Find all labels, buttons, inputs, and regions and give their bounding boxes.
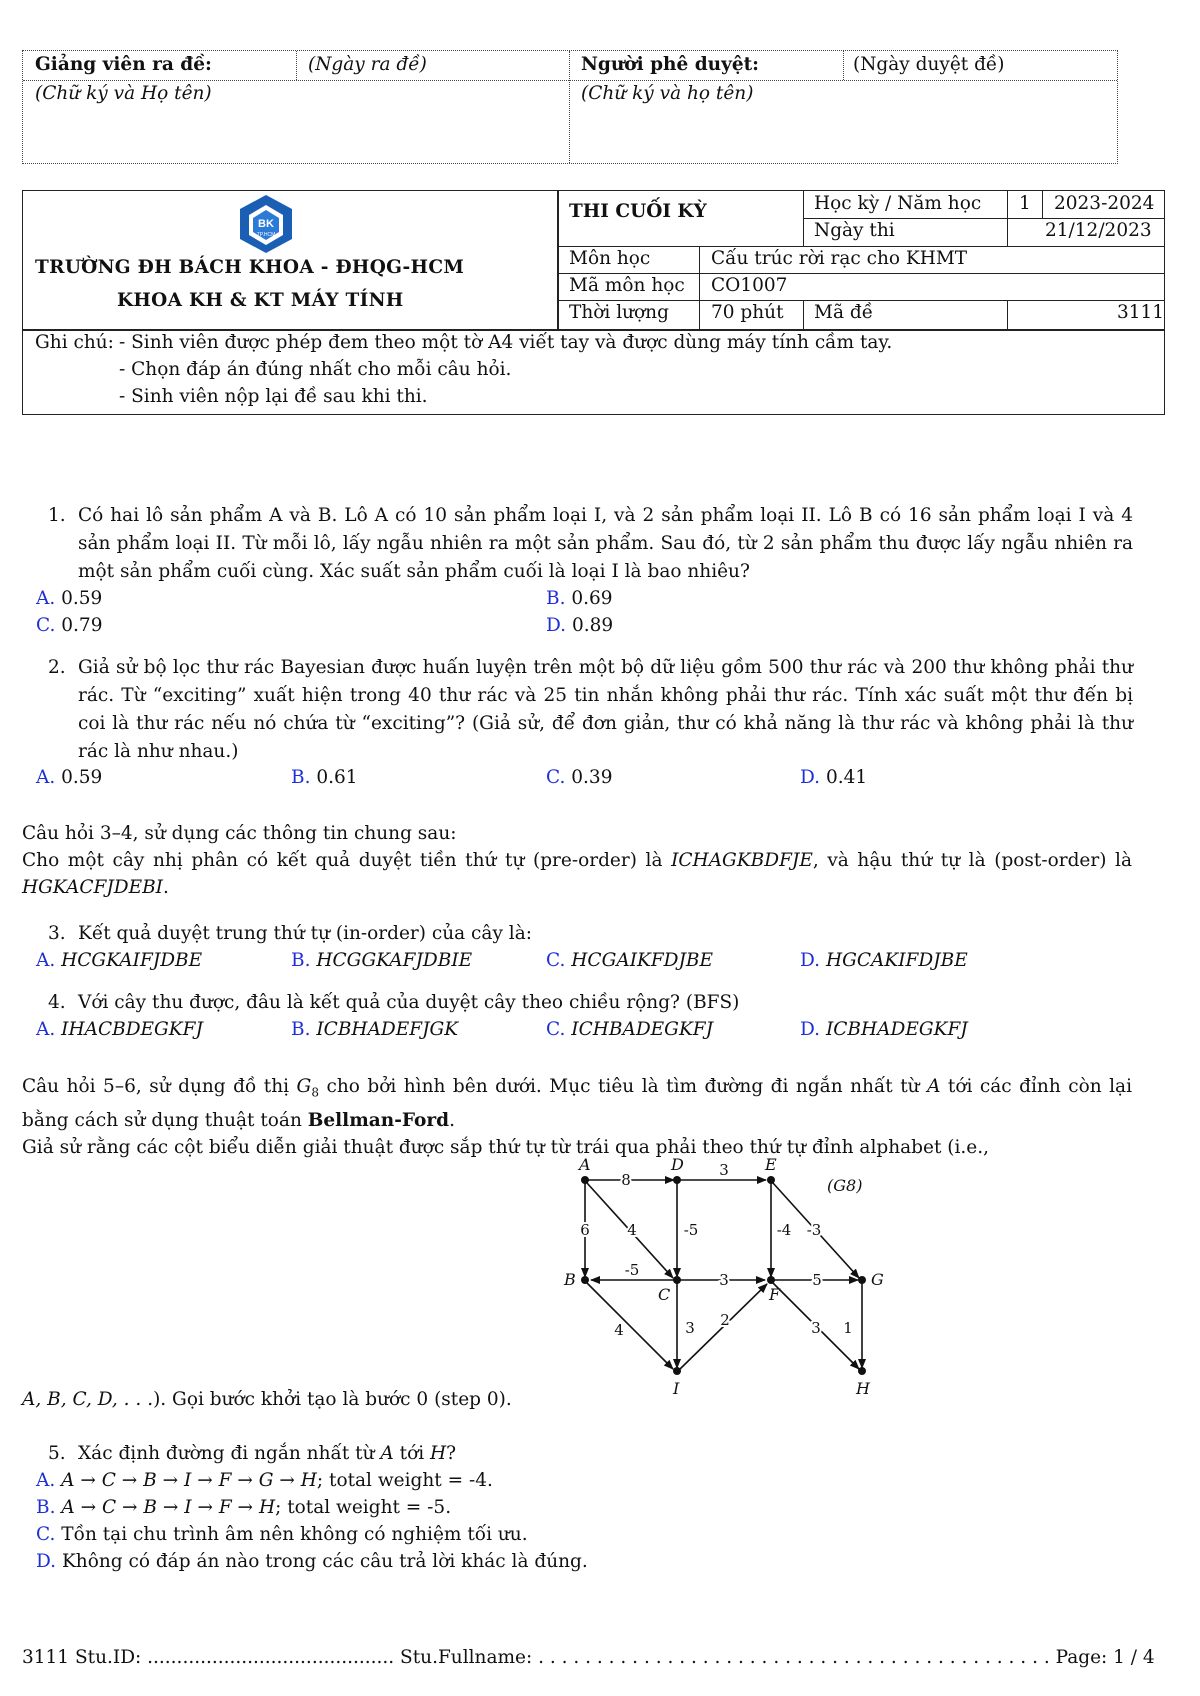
q2-option-b[interactable]: B. 0.61 [291, 767, 358, 788]
node-d [673, 1176, 681, 1184]
q5-option-d[interactable]: D. Không có đáp án nào trong các câu trả lời khác là đúng. [36, 1551, 588, 1572]
logo-text: BK [258, 218, 274, 230]
label-b: B [564, 1270, 576, 1289]
q5-option-b[interactable]: B. A → C → B → I → F → H; total weight = -5. [36, 1497, 452, 1518]
question-2 [48, 654, 1133, 766]
q3-option-c[interactable]: C. HCGAIKFDJBE [546, 950, 714, 971]
footer-exam-code: 3111 [22, 1647, 70, 1668]
university-logo-icon [235, 193, 297, 255]
node-a [581, 1176, 589, 1184]
question-3 [48, 920, 1133, 948]
duration-label: Thời lượng [569, 302, 669, 323]
node-e [767, 1176, 775, 1184]
q1-option-a[interactable]: A. 0.59 [36, 588, 103, 609]
question-text: Kết quả duyệt trung thứ tự (in-order) của cây là: [78, 923, 532, 944]
svg-text:3: 3 [811, 1319, 821, 1337]
question-text: Có hai lô sản phẩm A và B. Lô A có 10 sản phẩm loại I, và 2 sản phẩm loại II. Lô B có 16 sản phẩm loại I và 4 sản phẩm loại II. Từ mỗi lô, lấy ngẫu nhiên ra một sản phẩm. Sau đó, từ 2 sản phẩm thu được lấy ngẫu nhiên ra một sản phẩm cuối cùng. Xác suất sản phẩm cuối là loại I là bao nhiêu? [78, 505, 1133, 582]
q5-option-c[interactable]: C. Tồn tại chu trình âm nên không có nghiệm tối ưu. [36, 1524, 528, 1545]
question-number: 2. [48, 657, 66, 678]
svg-text:2: 2 [720, 1311, 730, 1329]
year-value: 2023-2024 [1054, 193, 1155, 214]
q2-option-d[interactable]: D. 0.41 [800, 767, 868, 788]
fullname-field[interactable]: . . . . . . . . . . . . . . . . . . . . . . . . . . . . . . . . . . . . . . . . . . . . [538, 1647, 1050, 1668]
q4-option-a[interactable]: A. IHACBDEGKFJ [36, 1019, 203, 1040]
svg-text:3: 3 [719, 1271, 729, 1289]
postorder-sequence: HGKACFJDEBI [22, 877, 163, 898]
lecturer-sign: (Chữ ký và Họ tên) [35, 83, 212, 104]
exam-title: THI CUỐI KỲ [569, 201, 707, 222]
label-h: H [856, 1379, 870, 1398]
svg-text:8: 8 [621, 1171, 631, 1189]
question-text: Xác định đường đi ngắn nhất từ A tới H? [78, 1443, 457, 1464]
date-value: 21/12/2023 [1045, 220, 1152, 241]
subject-label: Môn học [569, 248, 651, 269]
q5-option-a[interactable]: A. A → C → B → I → F → G → H; total weight = -4. [36, 1470, 493, 1491]
q4-option-d[interactable]: D. ICBHADEGKFJ [800, 1019, 968, 1040]
code-value: CO1007 [711, 275, 788, 296]
q2-option-a[interactable]: A. 0.59 [36, 767, 103, 788]
page-footer [22, 1647, 1155, 1668]
school-name: TRƯỜNG ĐH BÁCH KHOA - ĐHQG-HCM [35, 257, 465, 278]
q1-option-b[interactable]: B. 0.69 [546, 588, 613, 609]
label-i: I [673, 1379, 680, 1398]
svg-text:3: 3 [719, 1161, 729, 1179]
page-number: Page: 1 / 4 [1055, 1647, 1155, 1668]
question-5 [48, 1440, 1133, 1468]
label-e: E [765, 1158, 777, 1174]
question-text: Giả sử bộ lọc thư rác Bayesian được huấn luyện trên một bộ dữ liệu gồm 500 thư rác và 200 thư không phải thư rác. Từ “exciting” xuất hiện trong 40 thư rác và 25 tin nhắn không phải thư rác. Tính xác suất một thư đến bị coi là thư rác nếu nó chứa từ “exciting”? (Giả sử, để đơn giản, thư có khả năng là thư rác và không phải là thư rác là như nhau.) [78, 657, 1133, 762]
q3-option-b[interactable]: B. HCGGKAFJDBIE [291, 950, 473, 971]
note-2: - Chọn đáp án đúng nhất cho mỗi câu hỏi. [119, 359, 512, 380]
svg-text:3: 3 [685, 1319, 695, 1337]
node-i [673, 1367, 681, 1375]
question-number: 3. [48, 923, 66, 944]
svg-text:1: 1 [843, 1319, 853, 1337]
q1-option-c[interactable]: C. 0.79 [36, 615, 103, 636]
section-5-6-intro: Câu hỏi 5–6, sử dụng đồ thị $G_8$ cho bởi hình bên dưới. Mục tiêu là tìm đường đi ngắn nhất từ A tới các đỉnh còn lại bằng cách sử dụng thuật toán Bellman-Ford. Giả sử rằng các cột biểu diễn giải thuật được sắp thứ tự từ trái qua phải theo thứ tự đỉnh alphabet (i.e., [22, 1076, 1133, 1158]
svg-text:5: 5 [812, 1271, 822, 1289]
question-text: Với cây thu được, đâu là kết quả của duyệt cây theo chiều rộng? (BFS) [78, 992, 740, 1013]
approver-sign: (Chữ ký và họ tên) [581, 83, 754, 104]
node-b [581, 1276, 589, 1284]
svg-text:-3: -3 [806, 1221, 822, 1239]
lecturer-date: (Ngày ra đề) [308, 54, 427, 75]
fullname-label: Stu.Fullname: [400, 1647, 533, 1668]
exam-header [22, 190, 1165, 415]
question-4 [48, 989, 1133, 1017]
stu-id-field[interactable]: .......................................... [147, 1647, 395, 1668]
svg-text:4: 4 [627, 1221, 637, 1239]
note-3: - Sinh viên nộp lại đề sau khi thi. [119, 386, 428, 407]
section-3-4-intro: Câu hỏi 3–4, sử dụng các thông tin chung sau: Cho một cây nhị phân có kết quả duyệt tiền thứ tự (pre-order) là ICHAGKBDFJE, và hậu thứ tự là (post-order) là HGKACFJDEBI. [22, 823, 1132, 898]
faculty-name: KHOA KH & KT MÁY TÍNH [117, 290, 404, 311]
node-c [673, 1276, 681, 1284]
label-a: A [579, 1158, 591, 1174]
label-g: G [871, 1270, 884, 1289]
label-d: D [671, 1158, 684, 1174]
q3-option-a[interactable]: A. HCGKAIFJDBE [36, 950, 203, 971]
graph-label: (G8) [827, 1176, 863, 1195]
note-1: - Sinh viên được phép đem theo một tờ A4 viết tay và được dùng máy tính cầm tay. [119, 332, 893, 353]
section-5-6-continue: A, B, C, D, . . .). Gọi bước khởi tạo là bước 0 (step 0). [22, 1389, 512, 1410]
svg-text:-5: -5 [683, 1221, 699, 1239]
question-number: 1. [48, 505, 66, 526]
graph-g8 [545, 1158, 885, 1398]
q3-option-d[interactable]: D. HGCAKIFDJBE [800, 950, 968, 971]
date-label: Ngày thi [814, 220, 895, 241]
node-f [767, 1276, 775, 1284]
node-h [858, 1367, 866, 1375]
label-f: F [769, 1285, 781, 1304]
approver-label: Người phê duyệt: [581, 54, 759, 75]
lecturer-label: Giảng viên ra đề: [35, 54, 212, 75]
exam-code-value: 3111 [1117, 302, 1165, 323]
semester-value: 1 [1019, 193, 1031, 214]
svg-text:6: 6 [580, 1221, 590, 1239]
semester-label: Học kỳ / Năm học [814, 193, 982, 214]
svg-text:4: 4 [614, 1321, 624, 1339]
approval-box [22, 50, 1118, 164]
duration-value: 70 phút [711, 302, 784, 323]
label-c: C [658, 1285, 671, 1304]
stu-id-label: Stu.ID: [74, 1647, 142, 1668]
notes-prefix: Ghi chú: [35, 332, 114, 353]
preorder-sequence: ICHAGKBDFJE [671, 850, 813, 871]
subject-value: Cấu trúc rời rạc cho KHMT [711, 248, 968, 269]
question-1 [48, 502, 1133, 586]
exam-code-label: Mã đề [814, 302, 874, 323]
question-number: 4. [48, 992, 66, 1013]
code-label: Mã môn học [569, 275, 685, 296]
logo-sub: TP.HCM [256, 232, 276, 238]
approver-date: (Ngày duyệt đề) [853, 54, 1005, 75]
question-number: 5. [48, 1443, 66, 1464]
q1-option-d[interactable]: D. 0.89 [546, 615, 614, 636]
q2-option-c[interactable]: C. 0.39 [546, 767, 613, 788]
q4-option-b[interactable]: B. ICBHADEFJGK [291, 1019, 459, 1040]
q4-option-c[interactable]: C. ICHBADEGKFJ [546, 1019, 714, 1040]
node-g [858, 1276, 866, 1284]
svg-text:-5: -5 [624, 1261, 640, 1279]
svg-text:-4: -4 [776, 1221, 792, 1239]
